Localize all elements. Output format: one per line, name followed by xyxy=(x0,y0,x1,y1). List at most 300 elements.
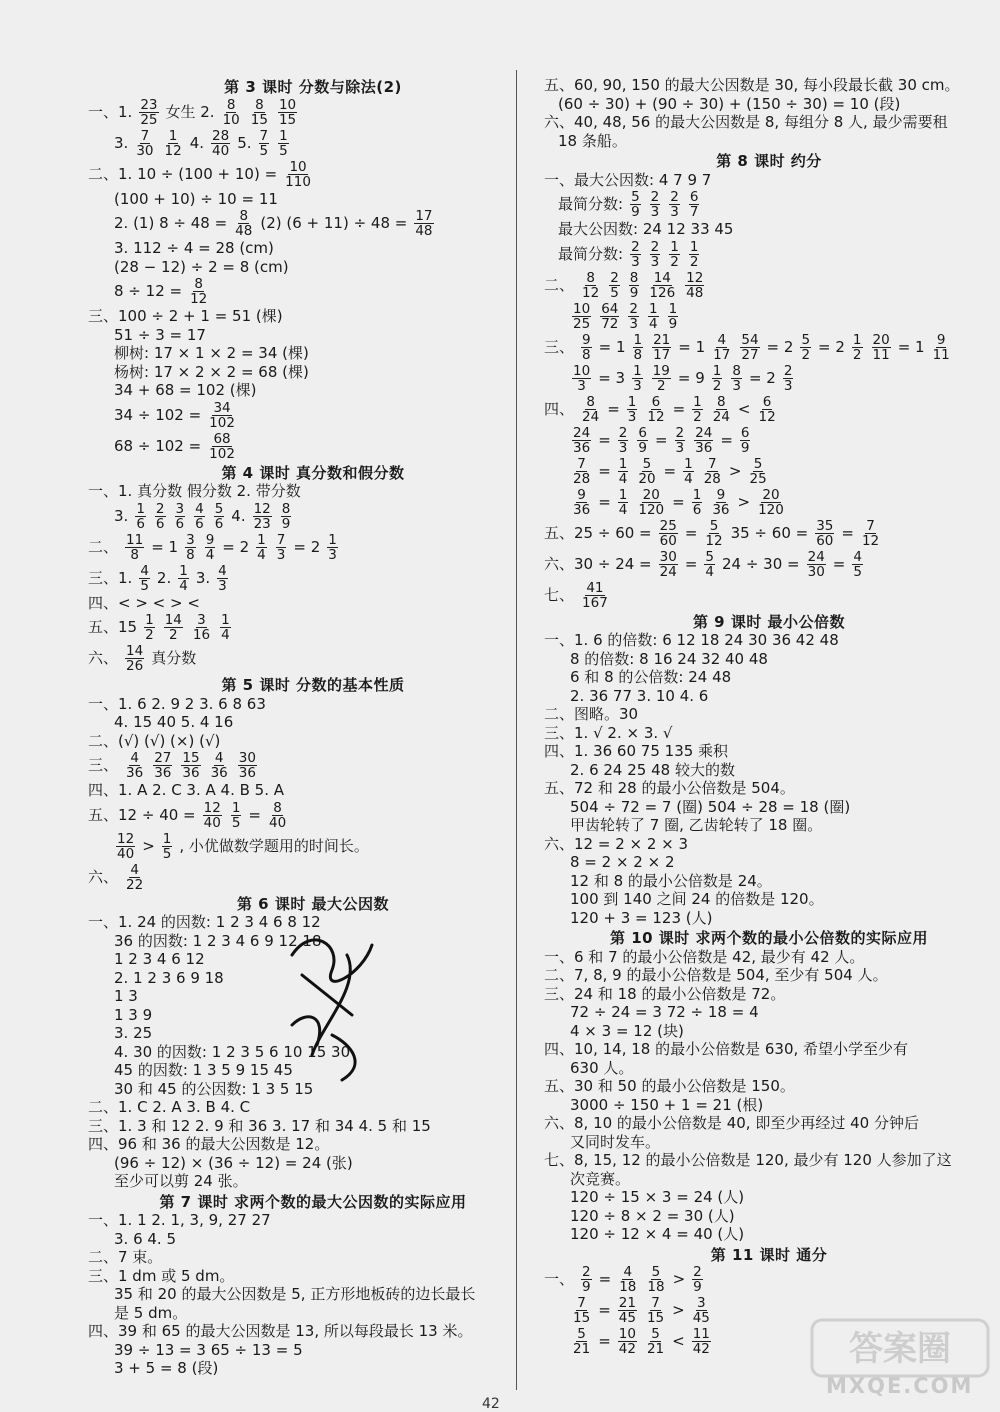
fraction xyxy=(872,333,891,362)
numerator: 5 xyxy=(651,1326,660,1342)
denominator: 3 xyxy=(629,315,638,332)
answer-line xyxy=(544,762,994,779)
line-text: 二、图略。30 xyxy=(544,705,639,723)
denominator: 120 xyxy=(758,501,784,518)
line-text: 二、(√) (√) (×) (√) xyxy=(88,731,221,750)
denominator: 102 xyxy=(209,445,235,462)
fraction xyxy=(800,333,811,362)
denominator: 28 xyxy=(703,470,721,487)
fraction xyxy=(600,302,619,331)
answer-line xyxy=(88,533,538,562)
denominator: 12 xyxy=(705,532,723,549)
denominator: 45 xyxy=(618,1310,636,1326)
lesson-9-title: 第 9 课时 最小公倍数 xyxy=(692,612,846,631)
answer-line xyxy=(88,401,538,430)
line-text: (60 ÷ 30) + (90 ÷ 30) + (150 ÷ 30) = 10 (段) xyxy=(558,94,901,113)
denominator: 36 xyxy=(573,501,591,518)
answer-line xyxy=(544,172,994,189)
line-text: = xyxy=(720,430,733,449)
answer-line xyxy=(88,327,538,344)
denominator: 4 xyxy=(257,546,266,563)
denominator: 3 xyxy=(783,377,793,394)
denominator: 60 xyxy=(816,532,834,549)
numerator: 2 xyxy=(610,269,619,286)
numerator: 4 xyxy=(214,750,224,766)
numerator: 41 xyxy=(586,579,604,596)
numerator: 5 xyxy=(577,1326,586,1342)
answer-line xyxy=(544,395,994,424)
line-text: 四、96 和 36 的最大公因数是 12。 xyxy=(88,1135,330,1153)
line-text: 30 和 45 的公因数: 1 3 5 15 xyxy=(114,1079,314,1098)
line-text: 5. xyxy=(237,133,252,152)
line-text: = xyxy=(598,1332,611,1351)
line-text: 六、 xyxy=(88,649,119,668)
numerator: 1 xyxy=(693,393,702,410)
line-text: 次竞赛。 xyxy=(570,1169,631,1188)
denominator: 4 xyxy=(179,577,188,594)
fraction xyxy=(250,98,269,127)
line-text: > xyxy=(142,836,155,855)
numerator: 5 xyxy=(651,1264,661,1280)
line-text: 四、1. 36 60 75 135 乘积 xyxy=(544,742,729,760)
line-text: 杨树: 17 × 2 × 2 = 68 (棵) xyxy=(114,362,309,381)
line-text: = xyxy=(684,554,698,573)
denominator: 24 xyxy=(712,408,730,425)
numerator: 8 xyxy=(226,96,236,113)
fraction xyxy=(618,1265,637,1294)
denominator: 25 xyxy=(573,315,591,332)
numerator: 11 xyxy=(692,1326,710,1342)
numerator: 1 xyxy=(162,830,172,847)
numerator: 1 xyxy=(684,455,693,472)
watermark-top: 答案圈 xyxy=(849,1329,951,1369)
numerator: 14 xyxy=(126,643,144,659)
line-text: 二、1. C 2. A 3. B 4. C xyxy=(88,1098,251,1116)
fraction xyxy=(669,190,680,219)
numerator: 10 xyxy=(573,362,591,379)
denominator: 42 xyxy=(692,1341,710,1357)
denominator: 40 xyxy=(203,814,221,831)
line-text: 四、39 和 65 的最大公因数是 13, 所以每段最长 13 米。 xyxy=(88,1322,473,1340)
line-text: 六、40, 48, 56 的最大公因数是 8, 每组分 8 人, 最少需要租 xyxy=(544,113,948,131)
line-text: = 2 xyxy=(818,337,845,356)
numerator: 6 xyxy=(740,424,750,441)
numerator: 9 xyxy=(716,486,726,503)
denominator: 36 xyxy=(182,765,200,781)
denominator: 4 xyxy=(221,627,230,643)
numerator: 10 xyxy=(289,158,307,175)
denominator: 102 xyxy=(209,414,235,431)
watermark-url: MXQE.COM xyxy=(826,1374,974,1398)
line-text: (28 − 12) ÷ 2 = 8 (cm) xyxy=(114,257,289,276)
fraction xyxy=(689,240,700,269)
fraction xyxy=(414,209,433,238)
denominator: 15 xyxy=(250,111,268,128)
fraction xyxy=(852,550,863,579)
fraction xyxy=(278,98,297,127)
denominator: 12 xyxy=(190,291,208,307)
denominator: 3 xyxy=(732,377,741,394)
line-text: 六、 xyxy=(88,867,119,886)
answer-line xyxy=(88,1286,538,1303)
answer-line xyxy=(544,706,994,723)
fraction xyxy=(162,832,173,861)
fraction xyxy=(815,519,834,548)
answer-line xyxy=(544,688,994,705)
answer-line xyxy=(544,114,994,131)
answer-line xyxy=(544,1226,994,1243)
line-text: = 1 xyxy=(598,337,626,356)
fraction xyxy=(185,533,196,562)
numerator: 1 xyxy=(712,362,722,379)
numerator: 8 xyxy=(281,500,291,517)
lesson-7-title: 第 7 课时 求两个数的最大公因数的实际应用 xyxy=(159,1192,467,1211)
numerator: 8 xyxy=(194,276,203,292)
numerator: 14 xyxy=(653,269,671,286)
fraction xyxy=(253,502,272,531)
fraction xyxy=(646,395,665,424)
answer-line xyxy=(544,364,994,393)
line-text: 七、8, 15, 12 的最小公倍数是 120, 最少有 120 人参加了这 xyxy=(544,1151,952,1169)
fraction xyxy=(581,395,600,424)
numerator: 2 xyxy=(631,238,640,255)
fraction xyxy=(208,401,236,430)
answer-line xyxy=(88,1118,538,1135)
numerator: 3 xyxy=(197,612,206,628)
denominator: 16 xyxy=(192,627,211,643)
numerator: 7 xyxy=(651,1295,660,1311)
denominator: 11 xyxy=(872,346,890,363)
answer-line xyxy=(88,595,538,612)
answer-line xyxy=(88,98,538,127)
answer-line xyxy=(544,986,994,1003)
line-text: 一、1. 6 2. 9 2 3. 6 8 63 xyxy=(88,694,266,713)
numerator: 4 xyxy=(130,750,139,766)
numerator: 9 xyxy=(582,331,591,348)
fraction xyxy=(572,1296,591,1325)
numerator: 5 xyxy=(642,455,652,472)
denominator: 17 xyxy=(713,346,731,363)
fraction xyxy=(731,364,742,393)
numerator: 6 xyxy=(651,393,661,410)
answer-line xyxy=(88,382,538,399)
fraction xyxy=(633,333,644,362)
line-text: 120 ÷ 8 × 2 = 30 (人) xyxy=(570,1206,735,1225)
line-text: > xyxy=(728,461,742,480)
numerator: 34 xyxy=(213,399,231,416)
numerator: 8 xyxy=(239,208,249,224)
numerator: 4 xyxy=(623,1264,633,1280)
numerator: 2 xyxy=(675,424,685,441)
fraction xyxy=(175,502,186,531)
numerator: 23 xyxy=(140,96,158,113)
line-text: 三、1. 3 和 12 2. 9 和 36 3. 17 和 34 4. 5 和 15 xyxy=(88,1116,431,1135)
denominator: 12 xyxy=(758,408,776,425)
answer-line xyxy=(88,832,538,861)
denominator: 3 xyxy=(633,377,642,394)
lesson-11-title: 第 11 课时 通分 xyxy=(710,1245,828,1264)
fraction xyxy=(652,364,671,393)
fraction xyxy=(652,333,671,362)
denominator: 60 xyxy=(659,532,677,549)
line-text: 3. xyxy=(114,133,129,152)
line-text: (2) (6 + 11) ÷ 48 = xyxy=(260,214,408,233)
answer-line xyxy=(544,488,994,517)
numerator: 7 xyxy=(577,455,586,472)
denominator: 36 xyxy=(695,439,713,456)
denominator: 3 xyxy=(675,439,685,456)
fraction xyxy=(153,751,172,780)
numerator: 5 xyxy=(214,500,224,517)
answer-line xyxy=(544,949,994,966)
line-text: 最大公因数: 24 12 33 45 xyxy=(558,220,734,238)
line-text: = xyxy=(663,461,677,480)
numerator: 3 xyxy=(186,531,195,548)
line-text: > xyxy=(737,492,751,511)
line-text: 三、 xyxy=(544,337,575,356)
line-text: 一、1. 1 2. 1, 3, 9, 27 27 xyxy=(88,1211,271,1229)
fraction xyxy=(629,271,640,300)
denominator: 18 xyxy=(647,1279,665,1295)
numerator: 17 xyxy=(415,208,433,224)
denominator: 30 xyxy=(136,142,154,159)
numerator: 1 xyxy=(179,562,188,579)
answer-line xyxy=(544,1023,994,1040)
answer-line xyxy=(544,1060,994,1077)
line-text: < xyxy=(672,1332,685,1351)
numerator: 20 xyxy=(642,486,660,503)
answer-line xyxy=(544,873,994,890)
numerator: 8 xyxy=(717,393,726,410)
numerator: 27 xyxy=(154,750,172,766)
fraction xyxy=(256,533,267,562)
fraction xyxy=(632,364,643,393)
denominator: 8 xyxy=(186,546,195,563)
denominator: 9 xyxy=(740,439,750,456)
fraction xyxy=(572,302,591,331)
fraction xyxy=(572,488,591,517)
denominator: 40 xyxy=(117,845,135,862)
fraction xyxy=(276,533,287,562)
fraction xyxy=(712,364,723,393)
denominator: 22 xyxy=(126,876,144,893)
denominator: 23 xyxy=(253,515,271,532)
line-text: = 1 xyxy=(678,337,706,356)
fraction xyxy=(637,457,656,486)
denominator: 2 xyxy=(689,253,699,270)
denominator: 24 xyxy=(582,408,600,425)
line-text: 四、 xyxy=(544,399,575,418)
numerator: 28 xyxy=(212,127,230,144)
numerator: 6 xyxy=(689,189,699,205)
fraction xyxy=(581,1265,592,1294)
line-text: = 1 xyxy=(897,337,925,356)
denominator: 3 xyxy=(631,253,640,270)
line-text: 五、15 xyxy=(88,618,138,637)
numerator: 7 xyxy=(708,455,717,472)
numerator: 10 xyxy=(573,300,591,317)
denominator: 6 xyxy=(155,515,165,532)
numerator: 8 xyxy=(732,362,741,379)
fraction xyxy=(618,1296,637,1325)
numerator: 12 xyxy=(253,500,271,517)
line-text: 五、12 ÷ 40 = xyxy=(88,805,196,824)
fraction xyxy=(139,98,158,127)
answer-line xyxy=(88,644,538,673)
denominator: 27 xyxy=(741,346,759,363)
fraction xyxy=(704,519,723,548)
denominator: 30 xyxy=(807,563,825,580)
numerator: 2 xyxy=(155,500,165,517)
fraction xyxy=(807,550,826,579)
answer-line xyxy=(544,1208,994,1225)
answer-line xyxy=(544,632,994,649)
line-text: = 3 xyxy=(598,368,626,387)
line-text: 七、 xyxy=(544,585,575,604)
fraction xyxy=(757,488,785,517)
denominator: 6 xyxy=(175,515,185,532)
denominator: 5 xyxy=(610,284,619,301)
denominator: 25 xyxy=(140,111,158,128)
numerator: 2 xyxy=(783,362,793,379)
denominator: 4 xyxy=(205,546,215,563)
line-text: 1 3 9 xyxy=(114,1005,153,1024)
numerator: 30 xyxy=(238,750,256,766)
fraction xyxy=(194,502,205,531)
fraction xyxy=(740,333,759,362)
fraction xyxy=(278,129,289,158)
line-text: 二、 xyxy=(544,275,575,294)
fraction xyxy=(748,457,767,486)
numerator: 7 xyxy=(866,517,875,534)
line-text: = xyxy=(598,492,611,511)
answer-line xyxy=(544,651,994,668)
answer-line xyxy=(88,1360,538,1377)
denominator: 9 xyxy=(582,1279,591,1295)
numerator: 8 xyxy=(255,96,264,113)
answer-line xyxy=(88,240,538,257)
line-text: > xyxy=(672,1301,685,1320)
numerator: 1 xyxy=(633,331,643,348)
line-text: 二、7 束。 xyxy=(88,1248,163,1266)
numerator: 4 xyxy=(218,562,227,579)
line-text: 120 ÷ 15 × 3 = 24 (人) xyxy=(570,1188,745,1206)
line-text: 女生 2. xyxy=(165,102,215,121)
lesson-6-title: 第 6 课时 最大公因数 xyxy=(236,894,390,913)
numerator: 64 xyxy=(601,300,619,317)
fraction xyxy=(572,364,591,393)
line-text: 五、72 和 28 的最小公倍数是 504。 xyxy=(544,779,795,797)
answer-line xyxy=(88,1173,538,1190)
line-text: 35 ÷ 60 = xyxy=(730,523,809,542)
answer-line xyxy=(88,1305,538,1322)
fraction xyxy=(211,129,230,158)
line-text: 4. xyxy=(231,506,246,525)
fraction xyxy=(178,564,189,593)
line-text: 甲齿轮转了 7 圈, 乙齿轮转了 18 圈。 xyxy=(570,816,823,834)
fraction xyxy=(192,613,211,642)
denominator: 20 xyxy=(638,470,656,487)
lesson-10-title: 第 10 课时 求两个数的最小公倍数的实际应用 xyxy=(609,929,929,947)
denominator: 15 xyxy=(646,1310,665,1326)
denominator: 9 xyxy=(693,1279,702,1295)
line-text: 是 5 dm。 xyxy=(114,1303,188,1322)
answer-line xyxy=(544,725,994,742)
fraction xyxy=(284,160,312,189)
answer-line xyxy=(88,191,538,208)
denominator: 15 xyxy=(573,1310,591,1326)
answer-line xyxy=(544,96,994,113)
denominator: 4 xyxy=(705,563,714,580)
fraction xyxy=(712,333,731,362)
denominator: 2 xyxy=(693,408,702,425)
answer-line xyxy=(88,801,538,830)
numerator: 2 xyxy=(650,238,660,255)
line-text: 18 条船。 xyxy=(558,131,627,150)
numerator: 3 xyxy=(175,500,185,517)
left-column xyxy=(88,75,538,1379)
answer-line xyxy=(88,1099,538,1116)
line-text: 又同时发车。 xyxy=(570,1132,661,1151)
fraction xyxy=(234,209,253,238)
answer-line xyxy=(544,910,994,927)
fraction xyxy=(208,432,236,461)
numerator: 1 xyxy=(627,393,637,410)
answer-line xyxy=(88,308,538,325)
denominator: 2 xyxy=(656,377,666,394)
line-text: 34 ÷ 102 = xyxy=(114,405,202,424)
line-text: 34 + 68 = 102 (棵) xyxy=(114,381,257,399)
line-text: = 2 xyxy=(222,537,250,556)
fraction xyxy=(618,457,629,486)
line-text: 六、30 ÷ 24 = xyxy=(544,554,652,573)
numerator: 7 xyxy=(276,531,286,548)
fraction xyxy=(155,502,166,531)
numerator: 8 xyxy=(629,269,639,286)
fraction xyxy=(852,333,863,362)
fraction xyxy=(683,457,694,486)
answer-line xyxy=(88,160,538,189)
line-text: 2. xyxy=(156,568,172,587)
numerator: 1 xyxy=(633,362,642,379)
numerator: 11 xyxy=(126,531,144,548)
denominator: 9 xyxy=(668,315,678,332)
numerator: 2 xyxy=(582,1264,591,1280)
fraction xyxy=(637,426,648,455)
numerator: 20 xyxy=(762,486,780,503)
fraction xyxy=(628,302,639,331)
numerator: 5 xyxy=(753,455,763,472)
numerator: 1 xyxy=(692,486,702,503)
line-text: 100 到 140 之间 24 的倍数是 120。 xyxy=(570,890,824,908)
line-text: 1 3 xyxy=(114,987,138,1005)
line-text: 504 ÷ 72 = 7 (圈) 504 ÷ 28 = 18 (圈) xyxy=(570,797,851,816)
fraction xyxy=(630,190,641,219)
numerator: 4 xyxy=(140,562,149,579)
numerator: 24 xyxy=(573,424,591,441)
numerator: 8 xyxy=(586,393,595,410)
line-text: = 2 xyxy=(748,368,776,387)
line-text: 3 + 5 = 8 (段) xyxy=(114,1359,219,1377)
numerator: 1 xyxy=(670,238,679,255)
fraction xyxy=(692,1296,711,1325)
fraction xyxy=(758,395,777,424)
answer-line xyxy=(88,714,538,731)
line-text: 4. 30 的因数: 1 2 3 5 6 10 15 30 xyxy=(114,1042,351,1061)
numerator: 1 xyxy=(648,300,658,317)
denominator: 167 xyxy=(582,594,608,611)
fraction xyxy=(637,488,665,517)
